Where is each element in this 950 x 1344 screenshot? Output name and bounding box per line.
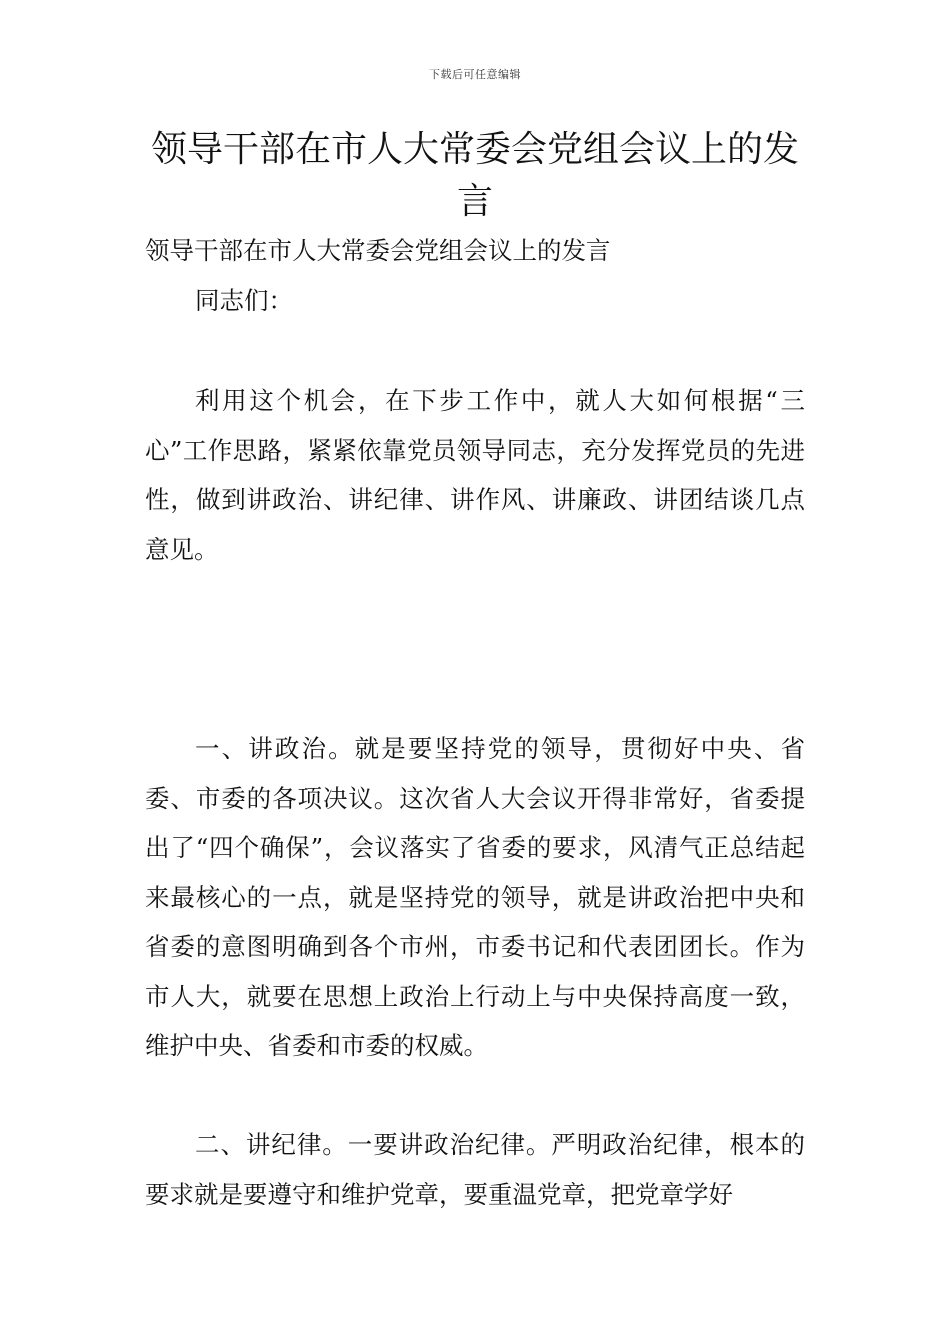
document-title: 领导干部在市人大常委会党组会议上的发言: [150, 129, 799, 222]
paragraph-intro: 利用这个机会，在下步工作中，就人大如何根据“三心”工作思路，紧紧依靠党员领导同志，充分发挥党员的先进性，做到讲政治、讲纪律、讲作风、讲廉政、讲团结谈几点意见。: [145, 386, 805, 564]
header-note: 下载后可任意编辑: [429, 68, 521, 81]
paragraph-discipline: 二、讲纪律。一要讲政治纪律。严明政治纪律，根本的要求就是要遵守和维护党章，要重温党章，把党章学好: [145, 1130, 805, 1209]
salutation: 同志们：: [195, 286, 293, 315]
document-subtitle: 领导干部在市人大常委会党组会议上的发言: [145, 236, 611, 265]
paragraph-politics: 一、讲政治。就是要坚持党的领导，贯彻好中央、省委、市委的各项决议。这次省人大会议开得非常好，省委提出了“四个确保”，会议落实了省委的要求，风清气正总结起来最核心的一点，就是坚持党的领导，就是讲政治把中央和省委的意图明确到各个市州，市委书记和代表团团长。作为市人大，就要在思想上政治上行动上与中央保持高度一致，维护中央、省委和市委的权威。: [145, 734, 805, 1060]
